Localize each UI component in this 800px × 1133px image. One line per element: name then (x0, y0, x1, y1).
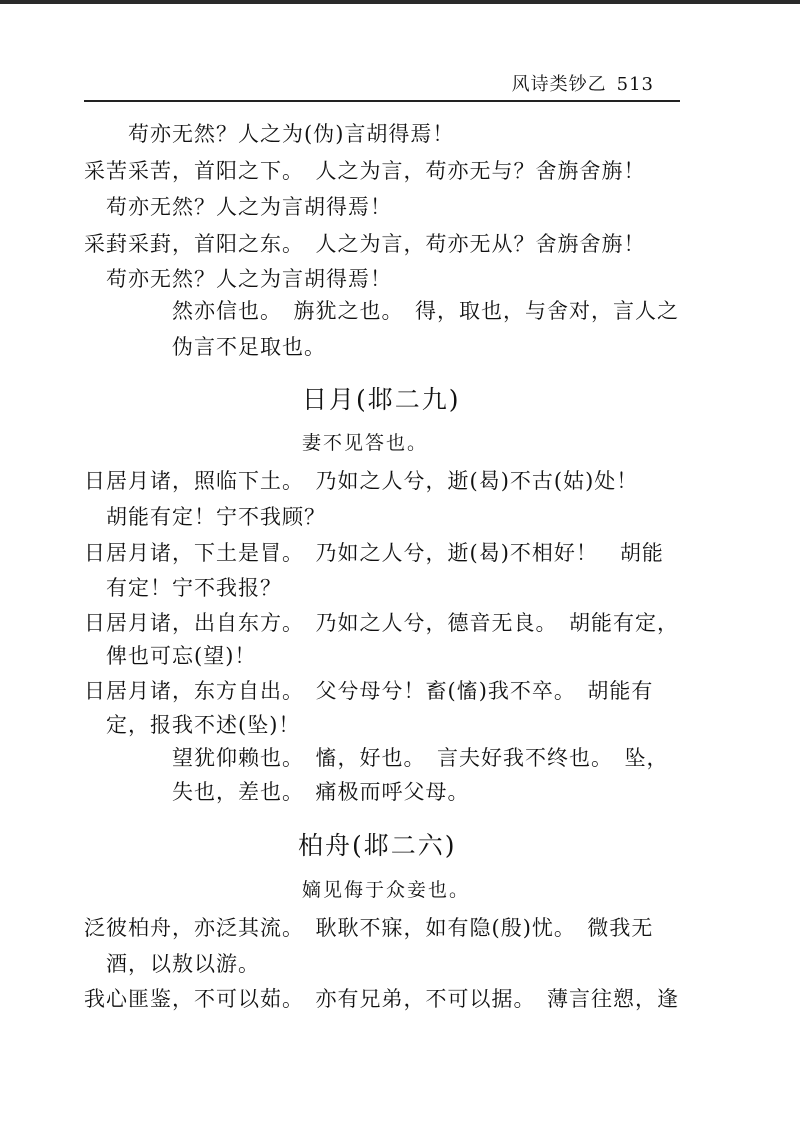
section-title: 柏舟(邶二六) (298, 831, 457, 860)
section-title: 日月(邶二九) (302, 385, 461, 414)
annotation-line: 伪言不足取也。 (172, 335, 326, 359)
page-number: 513 (616, 74, 654, 95)
annotation-line: 失也，差也。 痛极而呼父母。 (172, 780, 470, 804)
poem-line: 我心匪鉴，不可以茹。 亦有兄弟，不可以据。 薄言往愬，逢 (84, 987, 679, 1011)
poem-line: 泛彼柏舟，亦泛其流。 耿耿不寐，如有隐(殷)忧。 微我无 (84, 916, 654, 940)
page-top-edge (0, 0, 800, 4)
poem-line: 俾也可忘(望)！ (106, 644, 257, 668)
header-title: 风诗类钞乙 (511, 74, 607, 95)
annotation-line: 然亦信也。 旃犹之也。 得，取也，与舍对，言人之 (172, 299, 679, 323)
header-rule (84, 100, 680, 102)
poem-line: 苟亦无然？人之为言胡得焉！ (106, 195, 392, 219)
poem-line: 苟亦无然？人之为(伪)言胡得焉！ (128, 122, 455, 146)
poem-line: 定，报我不述(坠)！ (106, 713, 301, 737)
poem-line: 苟亦无然？人之为言胡得焉！ (106, 267, 392, 291)
section-subtitle: 嫡见侮于众妾也。 (302, 879, 471, 901)
poem-line: 酒，以敖以游。 (106, 952, 260, 976)
poem-line: 日居月诸，下土是冒。 乃如之人兮，逝(曷)不相好！ 胡能 (84, 541, 664, 565)
poem-line: 日居月诸，东方自出。 父兮母兮！畜(慉)我不卒。 胡能有 (84, 679, 654, 703)
annotation-line: 望犹仰赖也。 慉，好也。 言夫好我不终也。 坠， (172, 746, 669, 770)
poem-line: 日居月诸，出自东方。 乃如之人兮，德音无良。 胡能有定， (84, 611, 679, 635)
poem-line: 胡能有定！宁不我顾？ (106, 505, 326, 529)
poem-line: 采葑采葑，首阳之东。 人之为言，苟亦无从？舍旃舍旃！ (84, 232, 646, 256)
poem-line: 有定！宁不我报？ (106, 576, 282, 600)
running-header (502, 70, 654, 96)
poem-line: 采苦采苦，首阳之下。 人之为言，苟亦无与？舍旃舍旃！ (84, 159, 646, 183)
poem-line: 日居月诸，照临下土。 乃如之人兮，逝(曷)不古(姑)处！ (84, 469, 639, 493)
section-subtitle: 妻不见答也。 (302, 432, 429, 454)
